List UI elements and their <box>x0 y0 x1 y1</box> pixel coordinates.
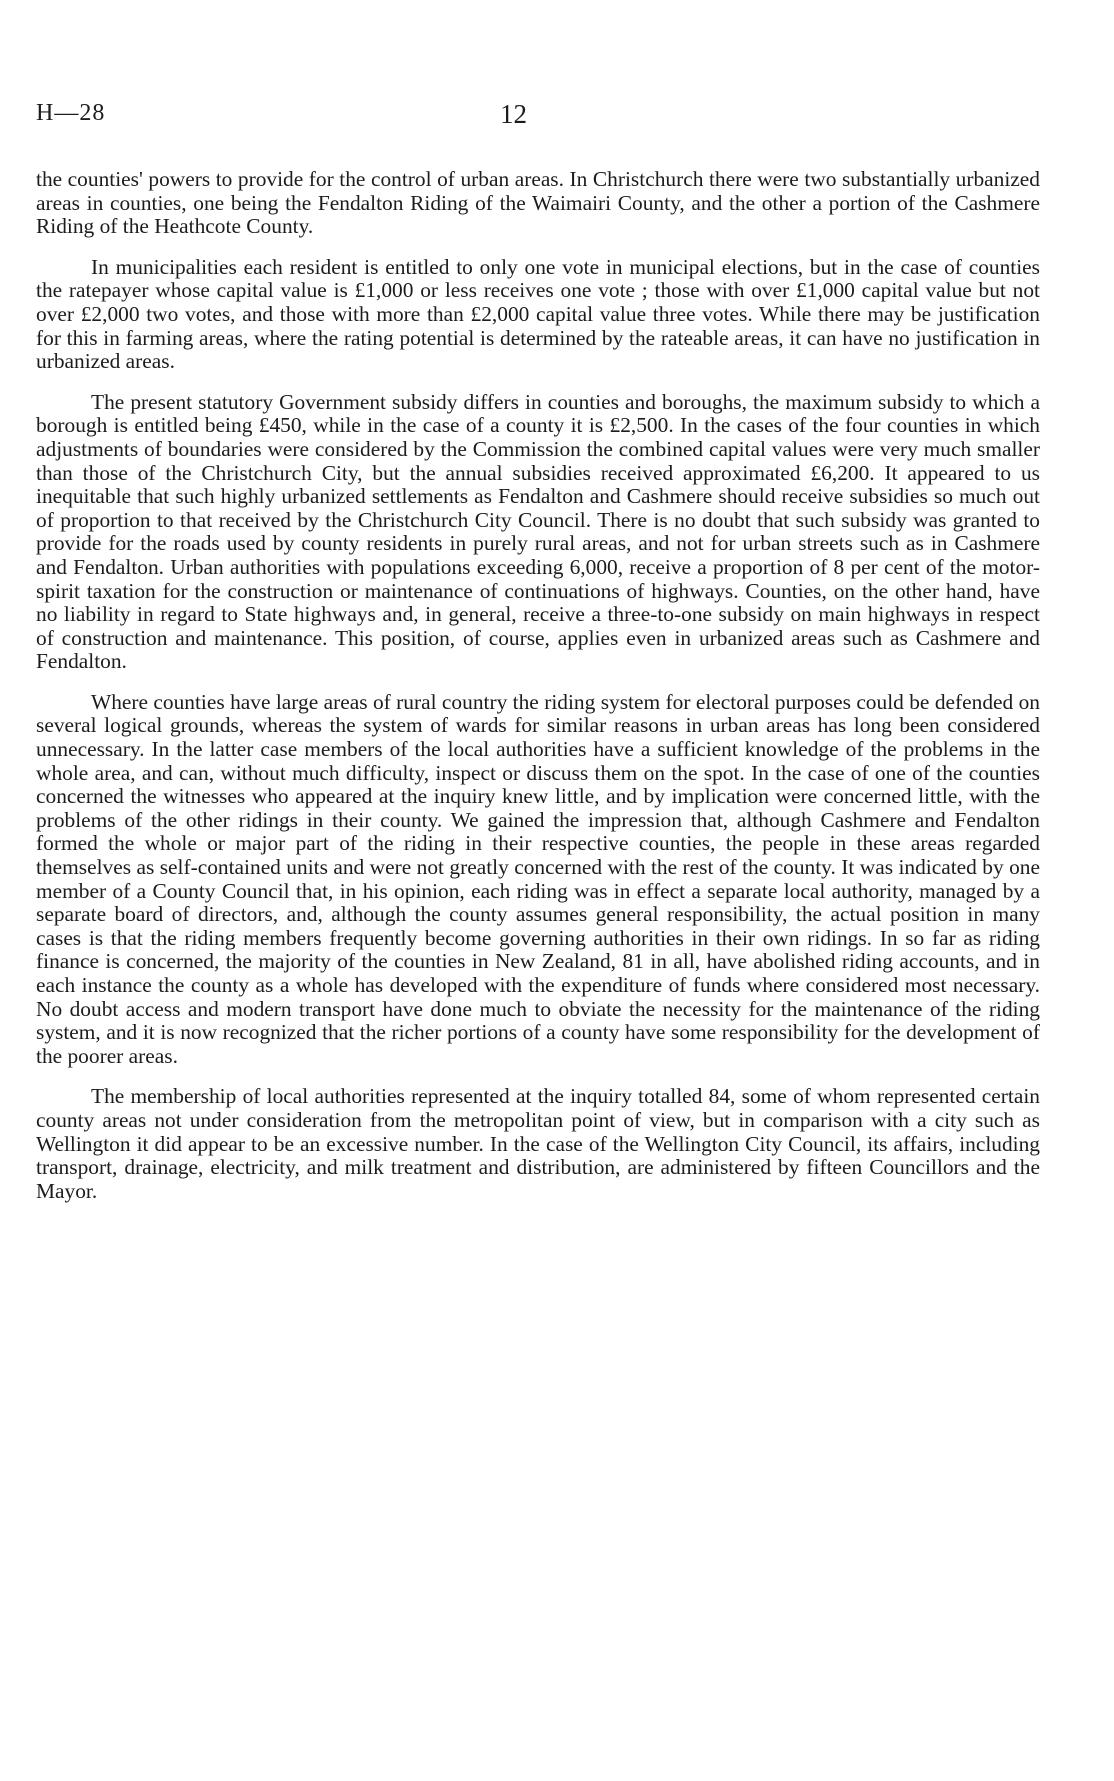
paragraph-continued: the counties' powers to provide for the control of urban areas. In Christchurch there were two substantially urbanized areas in counties, one being the Fendalton Riding of the Waimairi County, and the other a portion of the Cashmere Riding of the Heathcote County. <box>36 167 1040 239</box>
paragraph-membership: The membership of local authorities represented at the inquiry totalled 84, some of whom represented certain county areas not under consideration from the metropolitan point of view, but in comparison with a city such as Wellington it did appear to be an excessive number. In the case of the Wellington City Council, its affairs, including transport, drainage, electricity, and milk treatment and distribution, are administered by fifteen Councillors and the Mayor. <box>36 1084 1040 1203</box>
paragraph-subsidy: The present statutory Government subsidy differs in counties and boroughs, the maximum subsidy to which a borough is entitled being £450, while in the case of a county it is £2,500. In the cases of the four counties in which adjustments of boundaries were considered by the Commission the combined capital values were very much smaller than those of the Christchurch City, but the annual subsidies received approximated £6,200. It appeared to us inequitable that such highly urbanized settlements as Fendalton and Cashmere should receive subsidies so much out of proportion to that received by the Christchurch City Council. There is no doubt that such subsidy was granted to provide for the roads used by county residents in purely rural areas, and not for urban streets such as in Cashmere and Fendalton. Urban authorities with populations exceeding 6,000, receive a proportion of 8 per cent of the motor-spirit taxation for the construction or maintenance of continuations of highways. Counties, on the other hand, have no liability in regard to State highways and, in general, receive a three-to-one subsidy on main highways in respect of construction and maintenance. This position, of course, applies even in urbanized areas such as Cashmere and Fendalton. <box>36 389 1040 674</box>
document-reference: H—28 <box>36 100 106 126</box>
body-text <box>36 168 1040 1220</box>
paragraph-riding-system: Where counties have large areas of rural country the riding system for electoral purposes could be defended on several logical grounds, whereas the system of wards for similar reasons in urban areas has long been considered unnecessary. In the latter case members of the local authorities have a sufficient knowledge of the problems in the whole area, and can, without much difficulty, inspect or discuss them on the spot. In the case of one of the counties concerned the witnesses who appeared at the inquiry knew little, and by implication were concerned little, with the problems of the other ridings in their county. We gained the impression that, although Cashmere and Fendalton formed the whole or major part of the riding in their respective counties, the people in these areas regarded themselves as self-contained units and were not greatly concerned with the rest of the county. It was indicated by one member of a County Council that, in his opinion, each riding was in effect a separate local authority, managed by a separate board of directors, and, although the county assumes general responsibility, the actual position in many cases is that the riding members frequently become governing authorities in their own ridings. In so far as riding finance is concerned, the majority of the counties in New Zealand, 81 in all, have abolished riding accounts, and in each instance the county as a whole has developed with the expenditure of funds where considered most necessary. No doubt access and modern transport have done much to obviate the necessity for the maintenance of the riding system, and it is now recognized that the richer portions of a county have some responsibility for the development of the poorer areas. <box>36 689 1040 1068</box>
page-number: 12 <box>500 99 527 129</box>
paragraph-voting: In municipalities each resident is entitled to only one vote in municipal elections, but in the case of counties the ratepayer whose capital value is £1,000 or less receives one vote ; those with over £1,000 capital value but not over £2,000 two votes, and those with more than £2,000 capital value three votes. While there may be justification for this in farming areas, where the rating potential is determined by the rateable areas, it can have no justification in urbanized areas. <box>36 254 1040 374</box>
